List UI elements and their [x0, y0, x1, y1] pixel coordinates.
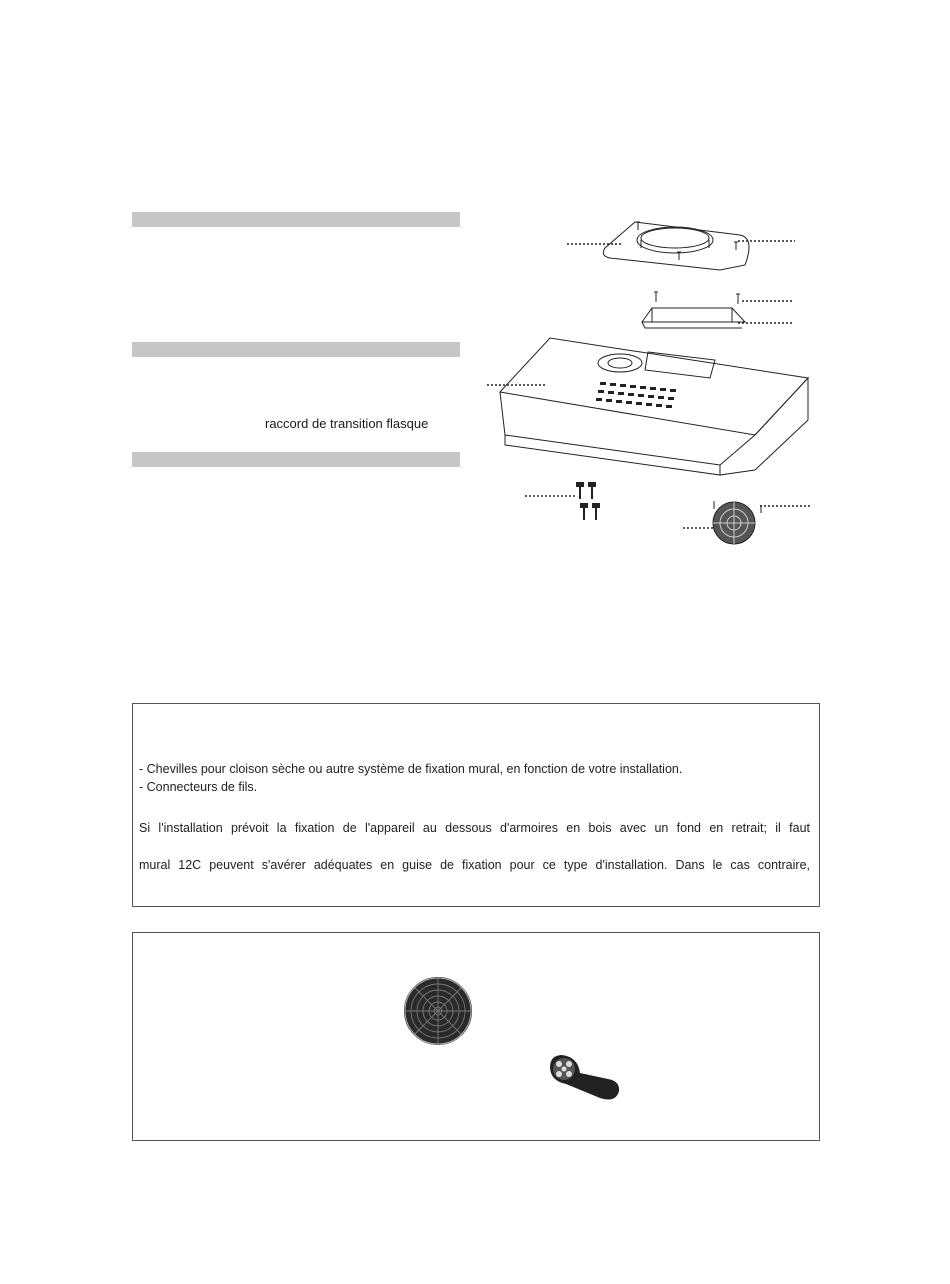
- range-hood-diagram: [470, 210, 830, 555]
- included-line-1: - Chevilles pour cloison sèche ou autre système de fixation mural, en fonction de votre installation.: [139, 762, 683, 776]
- included-line-2: - Connecteurs de fils.: [139, 780, 258, 794]
- included-items-box: [132, 703, 820, 907]
- transition-flange-text: raccord de transition flasque: [265, 416, 429, 431]
- section-bar-2: [132, 342, 460, 357]
- included-line-3: Si l'installation prévoit la fixation de l'appareil au dessous d'armoires en bois avec un fond en retrait; il faut: [139, 821, 810, 835]
- charcoal-filter-icon: [398, 975, 478, 1047]
- remote-control-icon: [548, 1051, 622, 1103]
- mounting-plate: [603, 222, 749, 270]
- small-filter: [713, 501, 761, 544]
- section-bar-1: [132, 212, 460, 227]
- transition-adapter: [652, 308, 732, 322]
- duct-collar: [637, 227, 713, 253]
- included-line-4: mural 12C peuvent s'avérer adéquates en guise de fixation pour ce type d'installation. Dans le cas contraire,: [139, 858, 810, 872]
- section-bar-3: [132, 452, 460, 467]
